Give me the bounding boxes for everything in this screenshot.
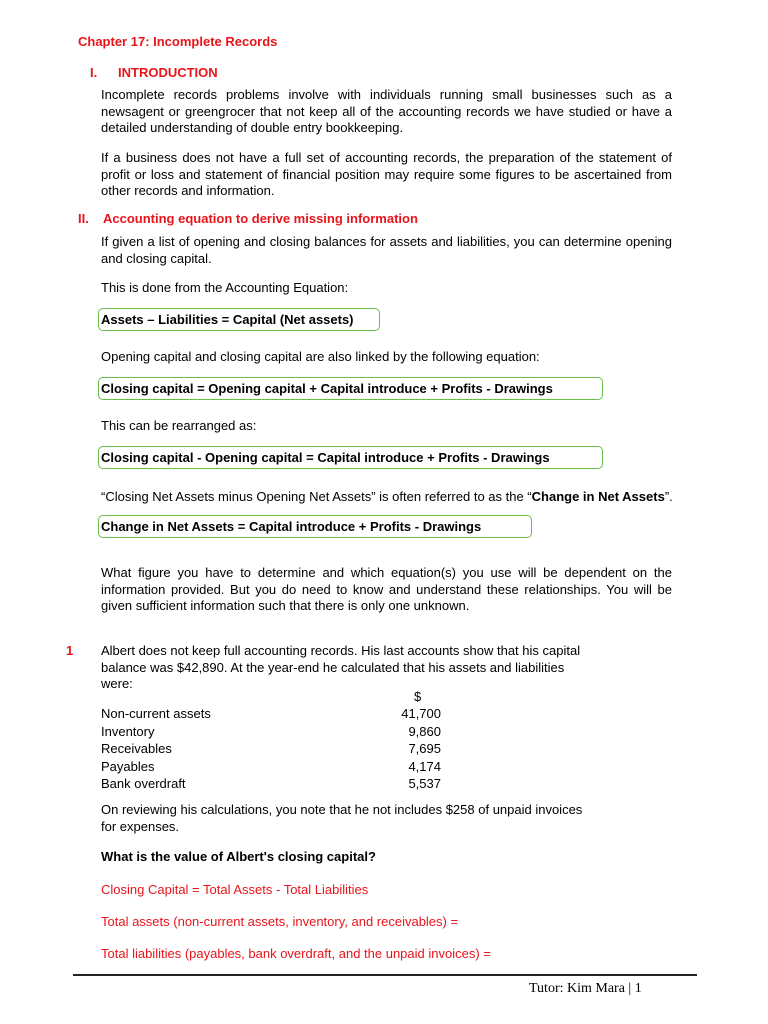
equation-box: Change in Net Assets = Capital introduce + Profits - Drawings: [98, 515, 532, 538]
section-number: I.: [90, 65, 98, 80]
paragraph: [101, 489, 673, 506]
footer-divider: [73, 974, 697, 976]
currency-header: $: [414, 689, 422, 704]
question-note: On reviewing his calculations, you note that he not includes $258 of unpaid invoices for expenses.: [101, 802, 583, 834]
bold-term: Change in Net Assets: [531, 489, 665, 504]
row-label: Non-current assets: [101, 706, 211, 721]
chapter-title: Chapter 17: Incomplete Records: [78, 34, 278, 49]
row-label: Receivables: [101, 741, 172, 756]
text: ”.: [664, 489, 673, 504]
answer-line: Closing Capital = Total Assets - Total Liabilities: [101, 882, 369, 897]
row-value: 41,700: [401, 706, 441, 721]
equation-box: Closing capital = Opening capital + Capital introduce + Profits - Drawings: [98, 377, 603, 400]
footer-text: Tutor: Kim Mara | 1: [529, 981, 642, 996]
answer-line: Total assets (non-current assets, inventory, and receivables) =: [101, 914, 459, 929]
equation-box: Assets – Liabilities = Capital (Net assets): [98, 308, 380, 331]
section-heading: INTRODUCTION: [118, 65, 218, 80]
row-value: 9,860: [408, 723, 441, 739]
paragraph: What figure you have to determine and which equation(s) you use will be dependent on the information provided. But you do need to know and understand these relationships. You will be given sufficient information such that there is only one unknown.: [101, 565, 672, 613]
row-value: 7,695: [408, 741, 441, 756]
paragraph: If a business does not have a full set of accounting records, the preparation of the statement of profit or loss and statement of financial position may require some figures to be ascertained from other records and information.: [101, 150, 672, 198]
question-number: 1: [66, 643, 74, 658]
section-heading: Accounting equation to derive missing information: [103, 211, 418, 226]
row-value: 4,174: [408, 758, 441, 774]
equation-box: Closing capital - Opening capital = Capital introduce + Profits - Drawings: [98, 446, 603, 469]
text: “Closing Net Assets minus Opening Net Assets” is often referred to as the “: [101, 489, 532, 504]
answer-line: Total liabilities (payables, bank overdraft, and the unpaid invoices) =: [101, 946, 491, 961]
row-label: Bank overdraft: [101, 776, 186, 791]
paragraph: This is done from the Accounting Equation:: [101, 280, 349, 295]
paragraph: If given a list of opening and closing balances for assets and liabilities, you can determine opening and closing capital.: [101, 234, 672, 266]
row-label: Inventory: [101, 723, 155, 739]
question-intro: Albert does not keep full accounting records. His last accounts show that his capital balance was $42,890. At the year-end he calculated that his assets and liabilities were:: [101, 643, 581, 691]
paragraph: Opening capital and closing capital are also linked by the following equation:: [101, 349, 540, 364]
row-label: Payables: [101, 758, 155, 774]
question-prompt: What is the value of Albert's closing capital?: [101, 849, 376, 864]
section-number: II.: [78, 211, 89, 226]
paragraph: Incomplete records problems involve with individuals running small businesses such as a newsagent or greengrocer that not keep all of the accounting records we have studied or have a detailed understanding of double entry bookkeeping.: [101, 87, 672, 135]
paragraph: This can be rearranged as:: [101, 418, 257, 433]
row-value: 5,537: [408, 776, 441, 791]
